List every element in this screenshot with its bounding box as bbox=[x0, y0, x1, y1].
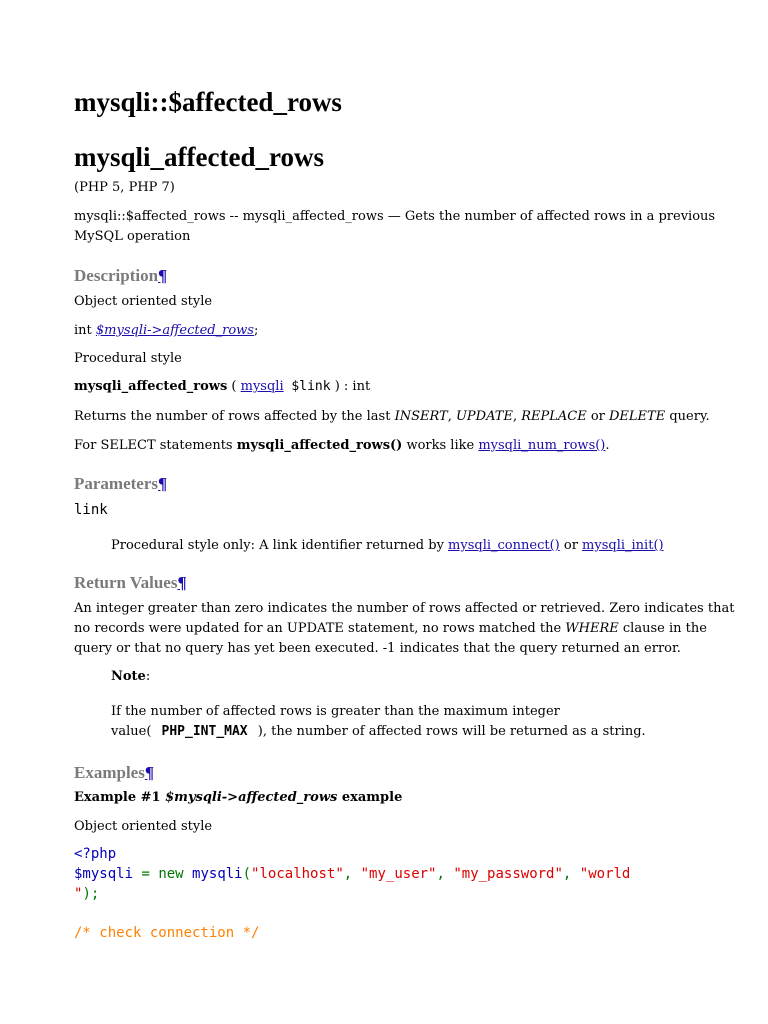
returns-text-a: Returns the number of rows affected by the last bbox=[74, 409, 395, 424]
examples-heading-text: Examples bbox=[74, 763, 145, 782]
return-line-2 bbox=[74, 619, 707, 639]
page-subtitle: mysqli_affected_rows bbox=[74, 142, 324, 172]
example-oo-style: Object oriented style bbox=[74, 819, 213, 834]
select-func-name: mysqli_affected_rows() bbox=[236, 438, 403, 453]
summary-line-1: mysqli::$affected_rows -- mysqli_affected_rows — Gets the number of affected rows in a previous bbox=[74, 209, 716, 224]
param-desc-text: Procedural style only: A link identifier returned by bbox=[111, 538, 449, 553]
php-versions: (PHP 5, PHP 7) bbox=[74, 180, 175, 195]
note-line-2 bbox=[111, 722, 646, 742]
note-label bbox=[111, 667, 150, 687]
mysqli-init-link[interactable]: mysqli_init() bbox=[582, 538, 664, 553]
example-var: $mysqli->affected_rows bbox=[165, 790, 338, 805]
select-text-b: works like bbox=[402, 438, 479, 453]
note-line-1: If the number of affected rows is greater than the maximum integer bbox=[111, 704, 560, 719]
note-label-text: Note bbox=[111, 669, 146, 684]
note-line-2-b: ), the number of affected rows will be returned as a string. bbox=[257, 724, 646, 739]
oo-semicolon: ; bbox=[253, 323, 259, 338]
select-text-a: For SELECT statements bbox=[74, 438, 237, 453]
code-str-3: "my_password" bbox=[453, 866, 563, 882]
examples-anchor-link[interactable]: ¶ bbox=[144, 763, 155, 782]
code-new: new bbox=[158, 866, 193, 882]
delete-kw: DELETE bbox=[609, 409, 666, 424]
code-str-1: "localhost" bbox=[251, 866, 344, 882]
code-comma-2: , bbox=[436, 866, 454, 882]
description-heading bbox=[74, 265, 167, 287]
code-comma-1: , bbox=[343, 866, 361, 882]
example-suffix: example bbox=[337, 790, 403, 805]
return-line-2-a: no records were updated for an UPDATE statement, no rows matched the bbox=[74, 621, 566, 636]
select-end: . bbox=[605, 438, 610, 453]
code-comment: /* check connection */ bbox=[74, 925, 260, 941]
where-kw: WHERE bbox=[565, 621, 619, 636]
code-str-2: "my_user" bbox=[360, 866, 437, 882]
mysqli-connect-link[interactable]: mysqli_connect() bbox=[448, 538, 560, 553]
return-values-heading bbox=[74, 572, 187, 594]
returns-end: query. bbox=[665, 409, 710, 424]
example-title bbox=[74, 788, 402, 808]
oo-signature bbox=[74, 321, 258, 341]
returns-description bbox=[74, 407, 710, 427]
param-or: or bbox=[559, 538, 583, 553]
or-text: or bbox=[586, 409, 609, 424]
return-line-2-b: clause in the bbox=[618, 621, 707, 636]
summary-line-2: MySQL operation bbox=[74, 229, 191, 244]
select-description bbox=[74, 436, 610, 456]
return-line-3: query or that no query has yet been executed. -1 indicates that the query returned an error. bbox=[74, 641, 681, 656]
sep1: , bbox=[447, 409, 456, 424]
code-eq: = bbox=[133, 866, 159, 882]
parameters-heading-text: Parameters bbox=[74, 474, 159, 493]
update-kw: UPDATE bbox=[455, 409, 513, 424]
note-value-text: value( bbox=[111, 724, 152, 739]
description-heading-text: Description bbox=[74, 266, 159, 285]
code-class: mysqli bbox=[192, 866, 243, 882]
return-line-1: An integer greater than zero indicates the number of rows affected or retrieved. Zero indicates that bbox=[74, 601, 735, 616]
replace-kw: REPLACE bbox=[521, 409, 587, 424]
note-colon: : bbox=[145, 669, 151, 684]
proc-function-name: mysqli_affected_rows bbox=[74, 379, 228, 394]
return-values-heading-text: Return Values bbox=[74, 573, 178, 592]
proc-param: $link bbox=[283, 379, 331, 394]
page-title: mysqli::$affected_rows bbox=[74, 87, 342, 117]
examples-heading bbox=[74, 762, 154, 784]
code-var: $mysqli bbox=[74, 866, 134, 882]
code-end: ); bbox=[82, 886, 100, 902]
description-anchor-link[interactable]: ¶ bbox=[158, 266, 168, 285]
insert-kw: INSERT bbox=[394, 409, 448, 424]
proc-open: ( bbox=[227, 379, 241, 394]
oo-style-label: Object oriented style bbox=[74, 294, 213, 309]
php-int-max-const: PHP_INT_MAX bbox=[161, 724, 248, 739]
example-prefix: Example #1 bbox=[74, 790, 166, 805]
return-values-anchor-link[interactable]: ¶ bbox=[177, 573, 187, 592]
parameters-anchor-link[interactable]: ¶ bbox=[158, 474, 168, 493]
code-line-2 bbox=[74, 864, 630, 884]
code-line-1: <?php bbox=[74, 846, 117, 862]
code-comma-3: , bbox=[562, 866, 580, 882]
code-str-4-end: " bbox=[74, 886, 83, 902]
proc-signature bbox=[74, 377, 370, 397]
num-rows-link[interactable]: mysqli_num_rows() bbox=[478, 438, 606, 453]
param-name: link bbox=[74, 502, 108, 518]
parameters-heading bbox=[74, 473, 167, 495]
code-line-3 bbox=[74, 884, 99, 904]
param-description bbox=[111, 536, 664, 556]
proc-close: ) : int bbox=[330, 379, 371, 394]
sep2: , bbox=[512, 409, 522, 424]
code-paren: ( bbox=[242, 866, 252, 882]
proc-style-label: Procedural style bbox=[74, 351, 182, 366]
affected-rows-prop-link[interactable]: $mysqli->affected_rows bbox=[95, 323, 254, 338]
oo-type: int bbox=[74, 323, 96, 338]
mysqli-type-link[interactable]: mysqli bbox=[240, 379, 284, 394]
code-str-4: "world bbox=[579, 866, 631, 882]
